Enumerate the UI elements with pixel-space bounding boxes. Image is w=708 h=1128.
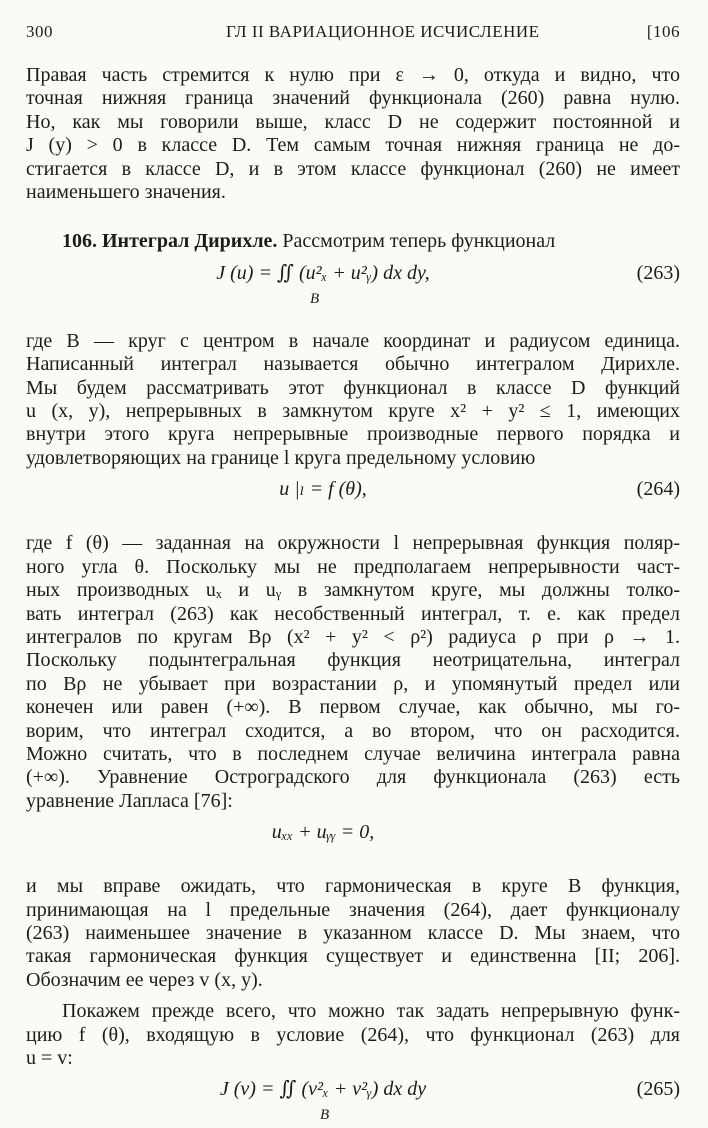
equation-formula: J (v) = ∬ (v²ₓ + v²ᵧ) dx dy [219, 1078, 427, 1101]
paragraph-2 [26, 330, 680, 470]
integration-domain: B [310, 290, 320, 307]
text-line: интегралов по кругам Bρ (x² + y² < ρ²) радиуса ρ при ρ → 1. [26, 625, 680, 648]
text-line: цию f (θ), входящую в условие (264), что функционал (263) для [26, 1023, 680, 1046]
equation-formula: J (u) = ∬ (u²ₓ + u²ᵧ) dx dy, [216, 261, 430, 284]
text-line: (263) наименьшее значение в указанном классе D. Мы знаем, что [26, 921, 680, 944]
equation-formula: u |ₗ = f (θ), [279, 478, 367, 501]
page-header [26, 22, 680, 44]
text-line: Обозначим ее через v (x, y). [26, 968, 263, 991]
text-line [26, 230, 680, 253]
paragraph-4 [26, 875, 680, 992]
integration-domain: B [320, 1107, 330, 1124]
equation-264 [26, 470, 680, 512]
paragraph-3 [26, 532, 680, 813]
equation-263 [26, 254, 680, 310]
equation-number: (263) [636, 261, 680, 284]
text-line: J (y) > 0 в классе D. Тем самым точная нижняя граница не до- [26, 134, 680, 157]
equation-265 [26, 1070, 680, 1126]
text-line: внутри этого круга непрерывные производные первого порядка и [26, 423, 680, 446]
text-line: стигается в классе D, и в этом классе функционал (260) не имеет [26, 157, 680, 180]
text-line: Но, как мы говорили выше, класс D не содержит постоянной и [26, 110, 680, 133]
section-intro: Рассмотрим теперь функционал [282, 230, 556, 253]
text-line: принимающая на l предельные значения (264), дает функционалу [26, 898, 680, 921]
text-line: Правая часть стремится к нулю при ε → 0, откуда и видно, что [26, 64, 680, 86]
text-line: ного угла θ. Поскольку мы не предполагаем непрерывности част- [26, 555, 680, 578]
running-title: ГЛ II ВАРИАЦИОННОЕ ИСЧИСЛЕНИЕ [226, 22, 540, 41]
text-line: вать интеграл (263) как несобственный интеграл, т. е. как предел [26, 602, 680, 625]
text-line: u (x, y), непрерывных в замкнутом круге x² + y² ≤ 1, имеющих [26, 400, 680, 423]
text-line: где B — круг с центром в начале координат и радиусом единица. [26, 329, 680, 352]
text-line: где f (θ) — заданная на окружности l непрерывная функция поляр- [26, 532, 680, 555]
text-line: удовлетворяющих на границе l круга предельному условию [26, 446, 536, 469]
paragraph-5 [26, 1000, 680, 1070]
page-number: 300 [26, 22, 53, 41]
text-line: такая гармоническая функция существует и единственна [II; 206]. [26, 945, 680, 968]
text-line: Можно считать, что в последнем случае величина интеграла равна [26, 742, 680, 765]
equation-formula: uₓₓ + uᵧᵧ = 0, [271, 821, 375, 844]
equation-laplace [26, 813, 680, 855]
text-line: u = v: [26, 1047, 73, 1069]
text-line: Написанный интеграл называется обычно интегралом Дирихле. [26, 353, 680, 376]
text-line: и мы вправе ожидать, что гармоническая в круге B функция, [26, 875, 680, 898]
section-106-intro [26, 230, 680, 253]
equation-number: (264) [636, 478, 680, 501]
text-line: (+∞). Уравнение Остроградского для функционала (263) есть [26, 766, 680, 789]
equation-number: (265) [636, 1078, 680, 1101]
text-line: уравнение Лапласа [76]: [26, 789, 233, 812]
page-body [26, 64, 680, 1126]
text-line: Мы будем рассматривать этот функционал в классе D функций [26, 376, 680, 399]
paragraph-1 [26, 64, 680, 204]
text-line: конечен или равен (+∞). В первом случае, как обычно, мы го- [26, 696, 680, 719]
section-heading: 106. Интеграл Дирихле. [62, 230, 278, 253]
section-marker: [106 [646, 22, 680, 41]
text-line: точная нижняя граница значений функционала (260) равна нулю. [26, 87, 680, 110]
text-line: ных производных uₓ и uᵧ в замкнутом круге, мы должны толко- [26, 579, 680, 602]
text-line: наименьшего значения. [26, 181, 226, 204]
text-line: Поскольку подынтегральная функция неотрицательна, интеграл [26, 649, 680, 672]
text-line: по Bρ не убывает при возрастании ρ, и упомянутый предел или [26, 672, 680, 695]
text-line: Покажем прежде всего, что можно так задать непрерывную функ- [62, 1000, 680, 1023]
text-line: ворим, что интеграл сходится, а во втором, что он расходится. [26, 719, 680, 742]
